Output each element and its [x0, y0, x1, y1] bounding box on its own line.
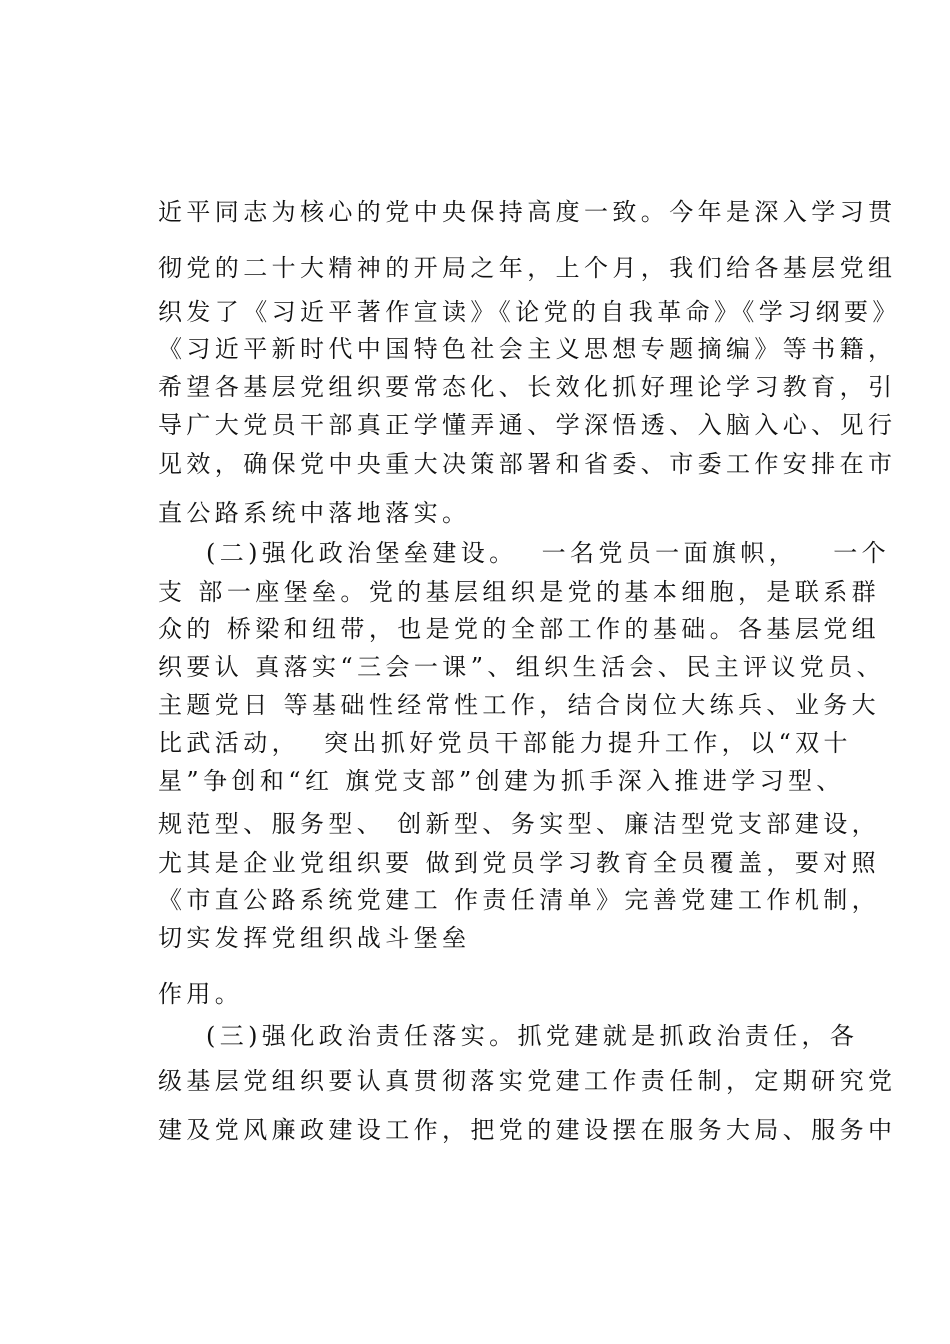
text-line: 见效，确保党中央重大决策部署和省委、市委工作安排在市: [158, 450, 897, 478]
text-line: 作用。: [158, 980, 244, 1008]
text-line: 支 部一座堡垒。党的基层组织是党的基本细胞，是联系群: [158, 578, 881, 606]
text-line: 规范型、服务型、 创新型、务实型、廉洁型党支部建设，: [158, 810, 881, 838]
text-line: 织发了《习近平著作宣读》《论党的自我革命》《学习纲要》: [158, 298, 901, 326]
section-heading-3: (三)强化政治责任落实。抓党建就是抓政治责任，各: [206, 1022, 859, 1050]
text-line: 主题党日 等基础性经常性工作，结合岗位大练兵、业务大: [158, 691, 881, 719]
text-line: 星”争创和“红 旗党支部”创建为抓手深入推进学习型、: [158, 767, 845, 795]
text-line: 导广大党员干部真正学懂弄通、学深悟透、入脑入心、见行: [158, 411, 897, 439]
text-line: 比武活动， 突出抓好党员干部能力提升工作，以“双十: [158, 729, 852, 757]
text-line: 众的 桥梁和纽带，也是党的全部工作的基础。各基层党组: [158, 615, 881, 643]
text-line: 希望各基层党组织要常态化、长效化抓好理论学习教育，引: [158, 373, 897, 401]
text-line: 尤其是企业党组织要 做到党员学习教育全员覆盖，要对照: [158, 849, 881, 877]
text-line: 织要认 真落实“三会一课”、组织生活会、民主评议党员、: [158, 653, 885, 681]
text-line: 《习近平新时代中国特色社会主义思想专题摘编》等书籍，: [158, 335, 897, 363]
text-line: 切实发挥党组织战斗堡垒: [158, 924, 471, 952]
section-heading-2: (二)强化政治堡垒建设。 一名党员一面旗帜， 一个: [206, 539, 891, 567]
text-line: 建及党风廉政建设工作，把党的建设摆在服务大局、服务中: [158, 1116, 897, 1144]
text-line: 级基层党组织要认真贯彻落实党建工作责任制，定期研究党: [158, 1067, 897, 1095]
text-line: 近平同志为核心的党中央保持高度一致。今年是深入学习贯: [158, 198, 897, 226]
text-line: 《市直公路系统党建工 作责任清单》完善党建工作机制，: [158, 886, 881, 914]
text-line: 彻党的二十大精神的开局之年，上个月，我们给各基层党组: [158, 254, 897, 282]
text-line: 直公路系统中落地落实。: [158, 499, 471, 527]
